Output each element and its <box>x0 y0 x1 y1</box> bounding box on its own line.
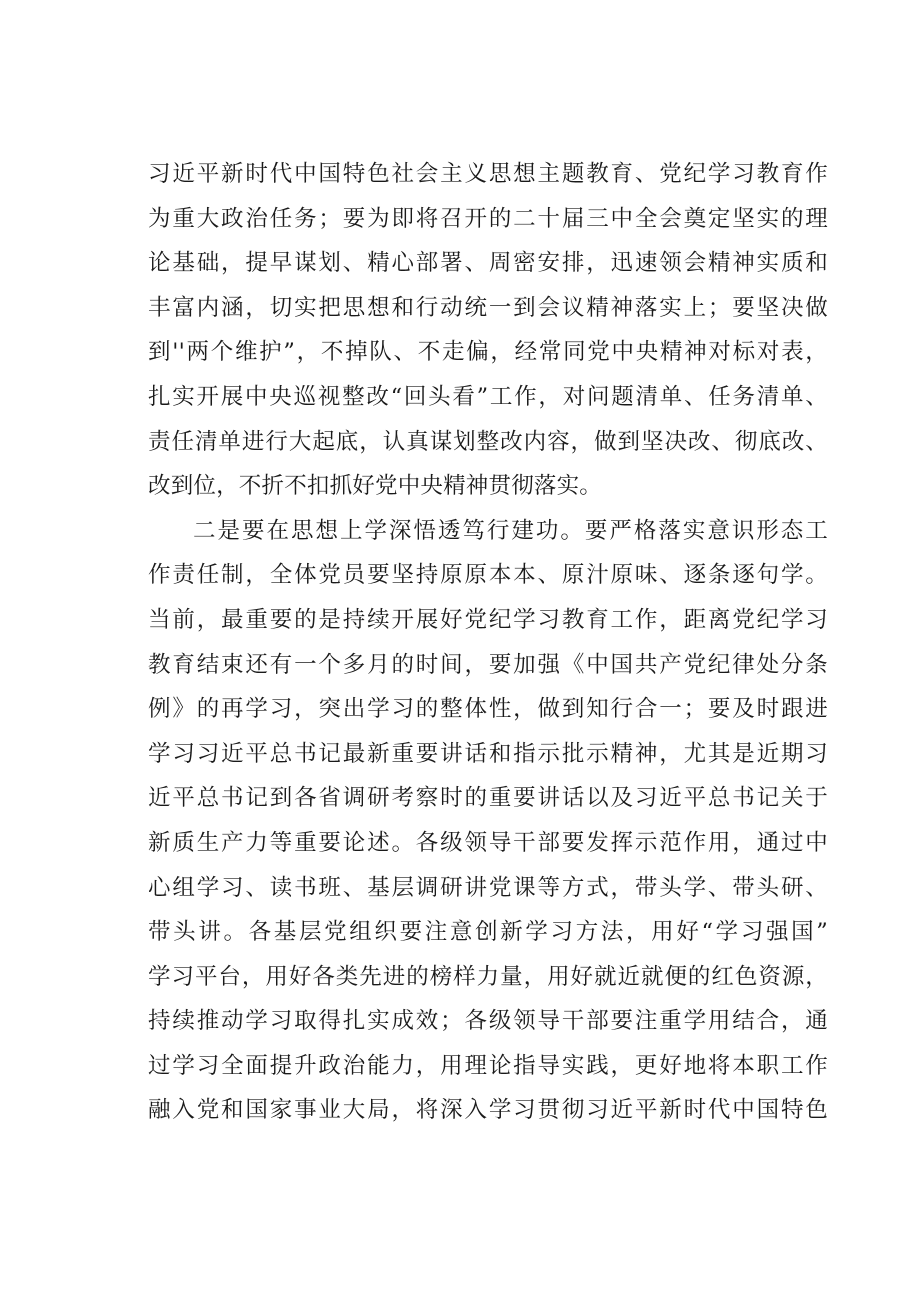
text-line: 当前，最重要的是持续开展好党纪学习教育工作，距离党纪学习 <box>148 606 828 633</box>
text-line: 改到位，不折不扣抓好党中央精神贯彻落实。 <box>148 473 603 500</box>
text-line: 融入党和国家事业大局，将深入学习贯彻习近平新时代中国特色 <box>148 1097 828 1124</box>
document-body <box>148 152 828 1133</box>
text-line: 为重大政治任务；要为即将召开的二十届三中全会奠定坚实的理 <box>148 205 828 232</box>
text-line: 近平总书记到各省调研考察时的重要讲话以及习近平总书记关于 <box>148 785 828 812</box>
text-line: 过学习全面提升政治能力，用理论指导实践，更好地将本职工作 <box>148 1052 828 1079</box>
text-line: 习近平新时代中国特色社会主义思想主题教育、党纪学习教育作 <box>148 161 828 187</box>
text-line: 带头讲。各基层党组织要注意创新学习方法，用好“学习强国” <box>148 919 828 946</box>
text-line: 作责任制，全体党员要坚持原原本本、原汁原味、逐条逐句学。 <box>148 562 828 589</box>
text-line: 扎实开展中央巡视整改“回头看”工作，对问题清单、任务清单、 <box>148 383 828 410</box>
paragraph-second-point <box>148 509 828 1133</box>
text-line: 学习平台，用好各类先进的榜样力量，用好就近就便的红色资源， <box>148 963 828 990</box>
text-line: 丰富内涵，切实把思想和行动统一到会议精神落实上；要坚决做 <box>148 294 828 321</box>
text-line: 持续推动学习取得扎实成效；各级领导干部要注重学用结合，通 <box>148 1008 828 1035</box>
text-line: 责任清单进行大起底，认真谋划整改内容，做到坚决改、彻底改、 <box>148 428 828 455</box>
text-line: 论基础，提早谋划、精心部署、周密安排，迅速领会精神实质和 <box>148 250 828 277</box>
text-line-first: 二是要在思想上学深悟透笃行建功。要严格落实意识形态工 <box>193 517 828 544</box>
text-line: 心组学习、读书班、基层调研讲党课等方式，带头学、带头研、 <box>148 874 828 901</box>
text-line: 到''两个维护”，不掉队、不走偏，经常同党中央精神对标对表， <box>148 339 828 366</box>
text-line: 学习习近平总书记最新重要讲话和指示批示精神，尤其是近期习 <box>148 740 828 767</box>
text-line: 新质生产力等重要论述。各级领导干部要发挥示范作用，通过中 <box>148 829 828 856</box>
paragraph-continuation <box>148 152 828 509</box>
text-line: 教育结束还有一个多月的时间，要加强《中国共产党纪律处分条 <box>148 651 828 678</box>
text-line: 例》的再学习，突出学习的整体性，做到知行合一；要及时跟进 <box>148 696 828 723</box>
